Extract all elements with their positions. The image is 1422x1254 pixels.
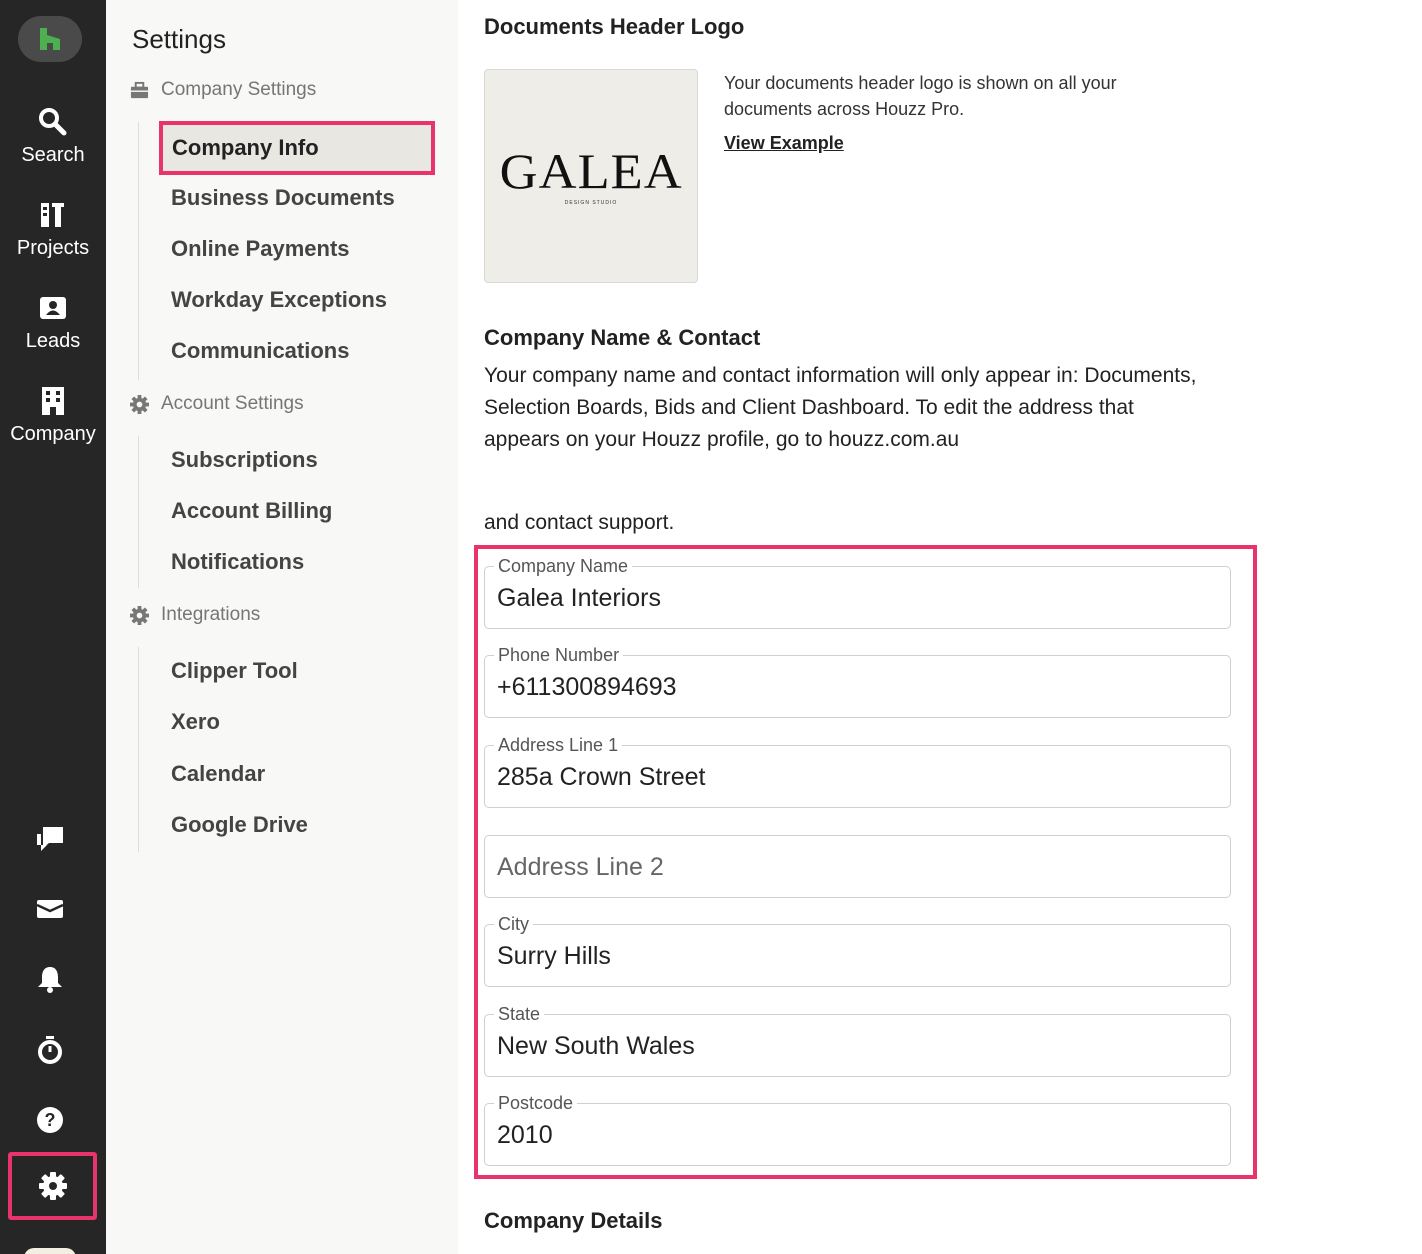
settings-item-subscriptions[interactable]: Subscriptions <box>171 447 318 472</box>
bell-icon <box>36 964 64 994</box>
inbox-icon <box>36 897 64 921</box>
nav-projects-label: Projects <box>16 237 90 259</box>
gear-icon <box>38 1171 68 1201</box>
field-value: Galea Interiors <box>497 584 661 612</box>
company-logo-wordmark: GALEA <box>499 143 683 199</box>
logo-description: Your documents header logo is shown on all your documents across Houzz Pro. <box>724 73 1117 119</box>
view-example-link[interactable]: View Example <box>724 133 844 153</box>
field-value: +611300894693 <box>497 673 677 701</box>
messages-button[interactable] <box>30 819 70 859</box>
state-field[interactable] <box>484 1004 1231 1077</box>
notifications-button[interactable] <box>30 959 70 999</box>
settings-sidebar <box>106 0 458 1254</box>
settings-item-account-billing[interactable]: Account Billing <box>171 498 333 523</box>
company-icon <box>37 385 69 417</box>
nav-company[interactable] <box>0 385 106 446</box>
settings-item-clipper-tool[interactable]: Clipper Tool <box>171 658 298 683</box>
settings-item-label: Company Info <box>172 135 319 160</box>
nav-leads[interactable] <box>0 292 106 353</box>
nav-search[interactable] <box>0 106 106 167</box>
phone-number-field[interactable] <box>484 645 1231 718</box>
field-label: City <box>494 913 533 935</box>
settings-item-notifications[interactable]: Notifications <box>171 549 305 574</box>
inbox-button[interactable] <box>30 889 70 929</box>
company-logo-upload[interactable] <box>484 69 698 283</box>
settings-item-online-payments[interactable]: Online Payments <box>171 236 350 261</box>
gear-icon <box>130 606 149 625</box>
houzz-logo[interactable] <box>18 16 82 62</box>
field-value: 285a Crown Street <box>497 763 706 791</box>
left-nav-rail <box>0 0 106 1254</box>
field-label: Company Name <box>494 555 632 577</box>
nav-leads-label: Leads <box>25 330 81 352</box>
projects-icon <box>37 199 69 231</box>
section-integrations-label: Integrations <box>161 604 261 625</box>
help-button[interactable] <box>30 1100 70 1140</box>
section-company-settings <box>130 79 316 101</box>
settings-item-company-info[interactable] <box>159 121 435 175</box>
section-divider <box>138 122 139 380</box>
logo-heading: Documents Header Logo <box>484 14 745 39</box>
settings-item-communications[interactable]: Communications <box>171 338 350 363</box>
nav-projects[interactable] <box>0 199 106 260</box>
field-placeholder: Address Line 2 <box>497 853 664 881</box>
settings-title: Settings <box>132 24 226 54</box>
help-icon <box>35 1105 65 1135</box>
briefcase-icon <box>130 81 149 100</box>
settings-item-xero[interactable]: Xero <box>171 709 220 734</box>
field-label: State <box>494 1003 544 1025</box>
contact-heading: Company Name & Contact <box>484 325 761 350</box>
section-divider <box>138 436 139 588</box>
field-value: Surry Hills <box>497 942 611 970</box>
address-line-1-field[interactable] <box>484 735 1231 808</box>
svg-text:?: ? <box>44 1110 56 1130</box>
field-value: New South Wales <box>497 1032 695 1060</box>
contact-description: Your company name and contact information will only appear in: Documents, Selection Boards, Bids and Client Dashboard. To edit the address that appears on your Houzz profile, go to houzz.com.au <box>484 364 1197 451</box>
section-account-settings-label: Account Settings <box>161 393 304 414</box>
settings-button[interactable] <box>8 1152 97 1220</box>
field-label: Address Line 1 <box>494 734 622 756</box>
field-label: Phone Number <box>494 644 623 666</box>
company-logo-subtext: DESIGN STUDIO <box>564 200 618 206</box>
contact-description-end: and contact support. <box>484 511 675 534</box>
timer-icon <box>36 1035 64 1065</box>
section-company-settings-label: Company Settings <box>161 79 317 100</box>
section-integrations <box>130 604 260 626</box>
company-name-field[interactable] <box>484 556 1231 629</box>
nav-company-label: Company <box>10 423 96 445</box>
settings-item-business-documents[interactable]: Business Documents <box>171 185 395 210</box>
messages-icon <box>35 825 65 853</box>
section-divider <box>138 647 139 852</box>
avatar[interactable] <box>24 1248 76 1254</box>
settings-item-workday-exceptions[interactable]: Workday Exceptions <box>171 287 387 312</box>
address-line-2-field[interactable] <box>484 835 1231 898</box>
timer-button[interactable] <box>30 1030 70 1070</box>
section-account-settings <box>130 393 304 415</box>
nav-search-label: Search <box>21 144 85 166</box>
postcode-field[interactable] <box>484 1093 1231 1166</box>
houzz-logo-icon <box>37 26 63 52</box>
settings-item-google-drive[interactable]: Google Drive <box>171 812 308 837</box>
leads-icon <box>37 292 69 324</box>
city-field[interactable] <box>484 914 1231 987</box>
company-details-heading: Company Details <box>484 1208 663 1233</box>
field-value: 2010 <box>497 1121 553 1149</box>
field-label: Postcode <box>494 1092 577 1114</box>
search-icon <box>37 106 69 138</box>
main-content <box>458 0 1422 1254</box>
gear-icon <box>130 395 149 414</box>
settings-item-calendar[interactable]: Calendar <box>171 761 266 786</box>
